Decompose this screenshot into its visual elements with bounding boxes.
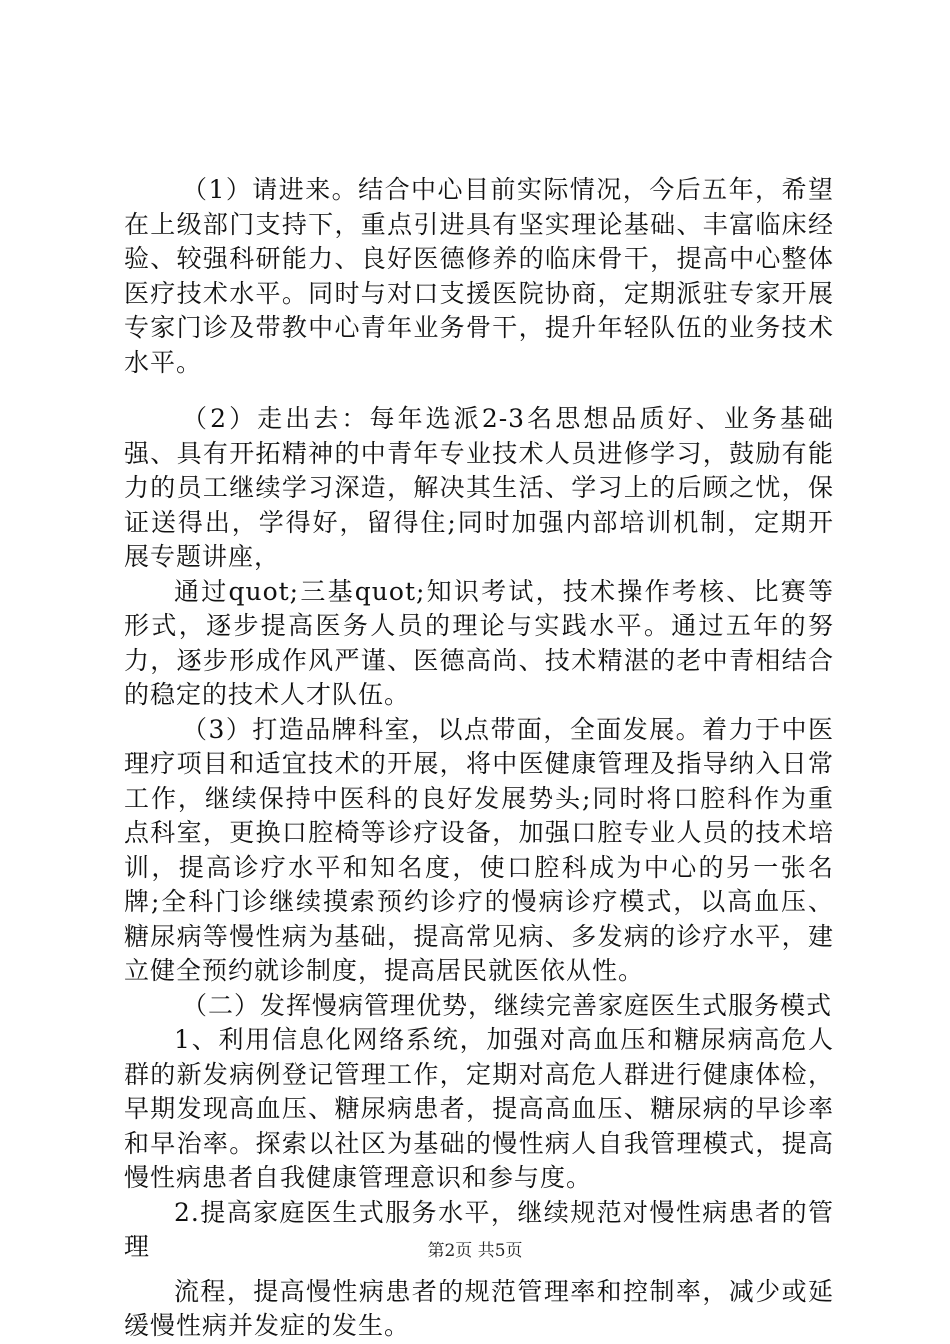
paragraph-go-out: （2）走出去：每年选派2-3名思想品质好、业务基础强、具有开拓精神的中青年专业技术人员进修学习，鼓励有能力的员工继续学习深造，解决其生活、学习上的后顾之忧，保证送得出，学得好，留得住;同时加强内部培训机制，定期开展专题讲座， <box>124 404 834 571</box>
paragraph-brand-department: （3）打造品牌科室，以点带面，全面发展。着力于中医理疗项目和适宜技术的开展，将中医健康管理及指导纳入日常工作，继续保持中医科的良好发展势头;同时将口腔科作为重点科室，更换口腔椅等诊疗设备，加强口腔专业人员的技术培训，提高诊疗水平和知名度，使口腔科成为中心的另一张名牌;全科门诊继续摸索预约诊疗的慢病诊疗模式，以高血压、糖尿病等慢性病为基础，提高常见病、多发病的诊疗水平，建立健全预约就诊制度，提高居民就医依从性。 <box>124 714 834 985</box>
paragraph-three-basics: 通过quot;三基quot;知识考试，技术操作考核、比赛等形式，逐步提高医务人员的理论与实践水平。通过五年的努力，逐步形成作风严谨、医德高尚、技术精湛的老中青相结合的稳定的技术人才队伍。 <box>124 576 834 709</box>
paragraph-process: 流程，提高慢性病患者的规范管理率和控制率，减少或延缓慢性病并发症的发生。 <box>124 1276 834 1340</box>
page-number-footer: 第2页 共5页 <box>427 1241 523 1261</box>
document-body <box>124 173 834 1344</box>
paragraph-invite-in: （1）请进来。结合中心目前实际情况，今后五年，希望在上级部门支持下，重点引进具有坚实理论基础、丰富临床经验、较强科研能力、良好医德修养的临床骨干，提高中心整体医疗技术水平。同时与对口支援医院协商，定期派驻专家开展专家门诊及带教中心青年业务骨干，提升年轻队伍的业务技术水平。 <box>124 175 834 377</box>
paragraph-family-doctor: 2.提高家庭医生式服务水平，继续规范对慢性病患者的管理 <box>124 1197 834 1261</box>
paragraph-information-system: 1、利用信息化网络系统，加强对高血压和糖尿病高危人群的新发病例登记管理工作，定期对高危人群进行健康体检，早期发现高血压、糖尿病患者，提高高血压、糖尿病的早诊率和早治率。探索以社区为基础的慢性病人自我管理模式，提高慢性病患者自我健康管理意识和参与度。 <box>124 1025 834 1192</box>
section-heading-chronic-disease: （二）发挥慢病管理优势，继续完善家庭医生式服务模式 <box>182 990 833 1020</box>
